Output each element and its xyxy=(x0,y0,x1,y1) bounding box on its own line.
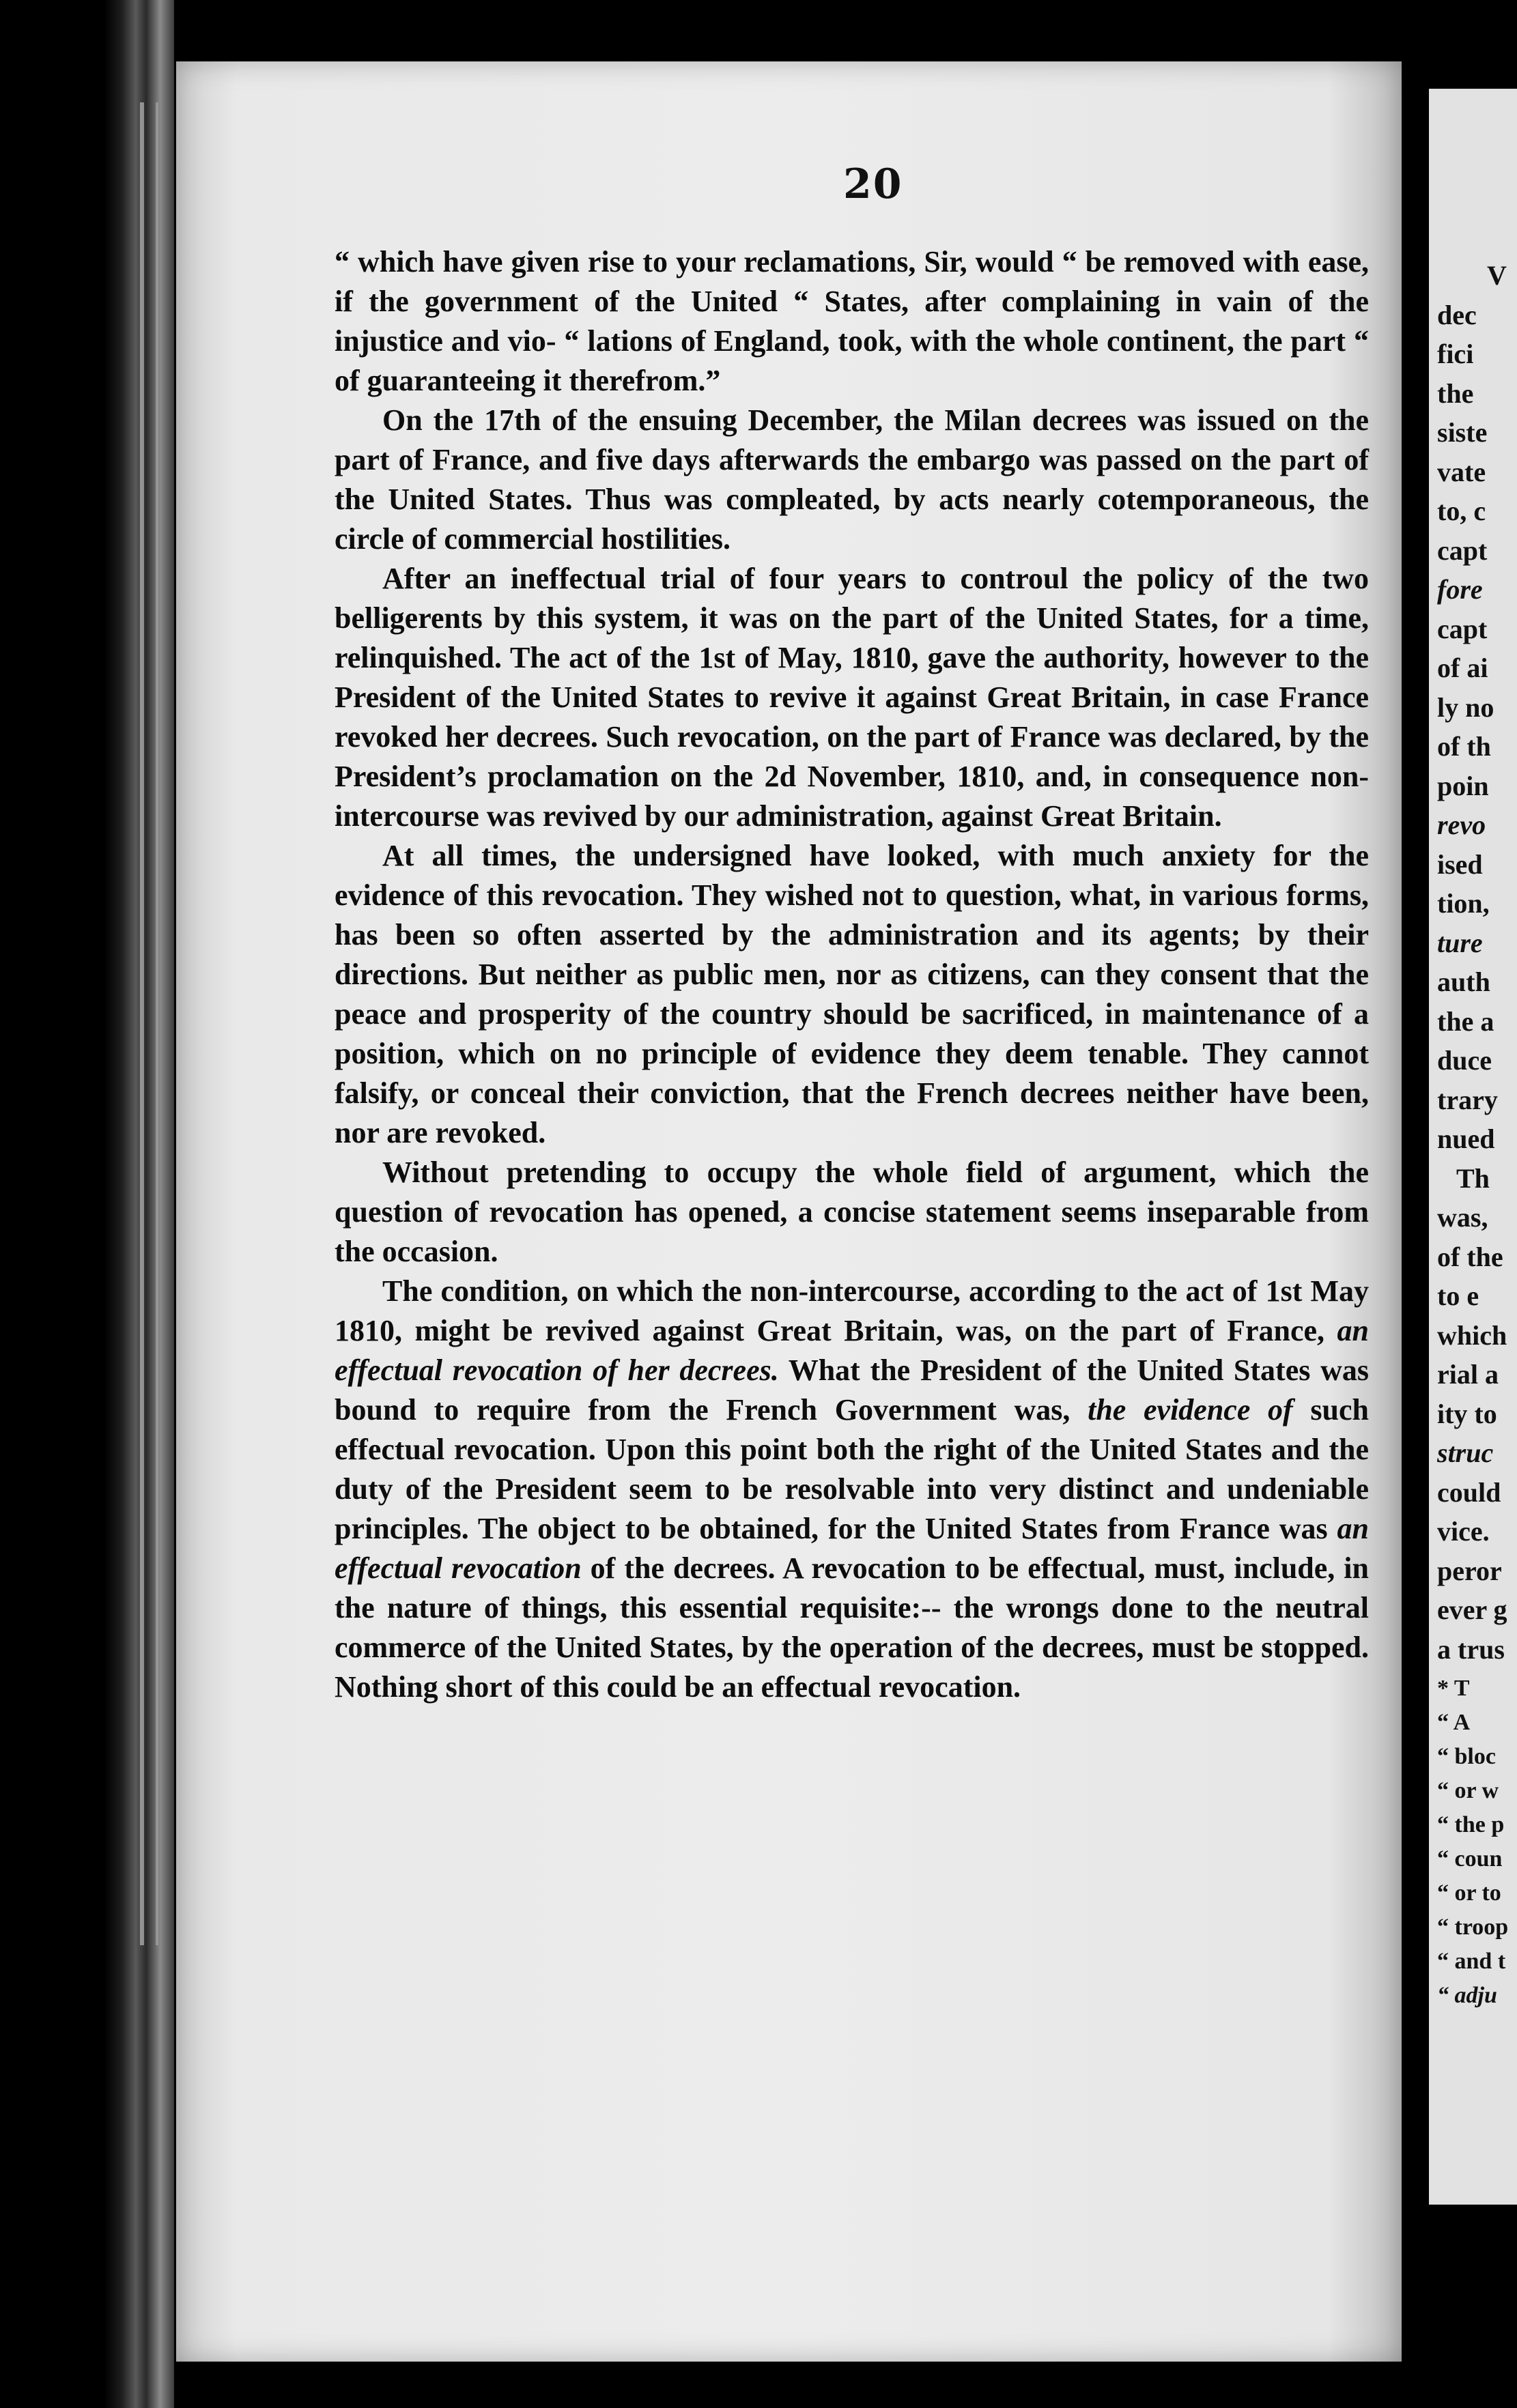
condition-text-3: such effectual revocation. Upon this point both the right of the United States and the duty of the President seem to be resolvable into very distinct and undeniable principles. The object to be obtained, for the United States from France was xyxy=(335,1393,1370,1545)
facing-page-text-fragment: V xyxy=(1487,260,1507,291)
facing-page-text-fragment: of ai xyxy=(1437,653,1488,683)
facing-page-text-fragment: Th xyxy=(1456,1162,1490,1194)
facing-page-text-fragment: vice. xyxy=(1437,1516,1490,1547)
page-number: 20 xyxy=(843,160,903,208)
binding-edge-line xyxy=(156,102,158,1945)
facing-page-text-fragment: “ bloc xyxy=(1437,1744,1496,1769)
facing-page-text-fragment: the xyxy=(1437,377,1474,409)
paragraph-condition xyxy=(335,1272,1369,1707)
facing-page-text-fragment: dec xyxy=(1437,299,1477,330)
facing-page-text-fragment: “ A xyxy=(1437,1710,1471,1735)
facing-page-text-fragment: was, xyxy=(1437,1202,1488,1233)
facing-page-text-fragment: “ coun xyxy=(1437,1846,1503,1872)
facing-page-text-fragment: * T xyxy=(1437,1676,1470,1701)
facing-page-text-fragment: siste xyxy=(1437,417,1488,448)
condition-italic-3: an effectual revocation xyxy=(335,1512,1369,1585)
facing-page-text-fragment: fici xyxy=(1437,339,1474,369)
facing-page-text-fragment: “ and t xyxy=(1437,1949,1506,1974)
facing-page-text-fragment: auth xyxy=(1437,966,1490,997)
paragraph-ineffectual-trial: After an ineffectual trial of four years to controul the policy of the two belligerents by this system, it was on the part of the United States, for a time, relinquished. The act of the 1st of May, 1810, gave the authority, however to the President of the United States to revive it against Great Britain, in case France revoked her decrees. Such revocation, on the part of France was declared, by the President’s proclamation on the 2d November, 1810, and, in consequence non-intercourse was revived by our administration, against Great Britain. xyxy=(335,562,1369,833)
facing-page-text-fragment: “ troop xyxy=(1437,1915,1509,1940)
condition-italic-1: an effectual revocation of her decrees. xyxy=(335,1314,1369,1387)
facing-page-text-fragment: revo xyxy=(1437,809,1486,840)
facing-page-text-fragment: “ adju xyxy=(1437,1983,1497,2008)
facing-page-text-fragment: vate xyxy=(1437,456,1486,487)
facing-page-text-fragment: could xyxy=(1437,1476,1501,1508)
facing-page-text-fragment: poin xyxy=(1437,770,1489,801)
page-gutter xyxy=(1402,0,1429,2408)
paragraph-quote-end: “ which have given rise to your reclamations, Sir, would “ be removed with ease, if the government of the United “ States, after complaining in vain of the injustice and vio- “ lations of England, took, with the whole continent, the part “ of guaranteeing it therefrom.” xyxy=(335,245,1369,397)
binding-edge-line xyxy=(140,102,144,1945)
paragraph-anxiety: At all times, the undersigned have looked, with much anxiety for the evidence of this revocation. They wished not to question, what, in various forms, has been so often asserted by the administration and its agents; by their directions. But neither as public men, nor as citizens, can they consent that the peace and prosperity of the country should be sacrificed, in maintenance of a position, which on no principle of evidence they deem tenable. They cannot falsify, or conceal their conviction, that the French decrees neither have been, nor are revoked. xyxy=(335,839,1369,1149)
facing-page-text-fragment: to, c xyxy=(1437,496,1486,526)
facing-page-text-fragment: “ the p xyxy=(1437,1812,1505,1837)
condition-text-2: What the President of the United States was bound to require from the French Government was, xyxy=(335,1353,1369,1427)
facing-page-text-fragment: tion, xyxy=(1437,888,1490,919)
facing-page-text-fragment: ly no xyxy=(1437,691,1494,723)
facing-page-text-fragment: ity to xyxy=(1437,1398,1497,1429)
facing-page-text-fragment: the a xyxy=(1437,1005,1494,1037)
facing-page-text-fragment: struc xyxy=(1437,1437,1494,1468)
paragraph-milan-decrees: On the 17th of the ensuing December, the Milan decrees was issued on the part of France, and five days afterwards the embargo was passed on the part of the United States. Thus was compleated, by acts nearly cotemporaneous, the circle of commercial hostilities. xyxy=(335,403,1369,556)
condition-italic-2: the evidence of xyxy=(1088,1393,1293,1427)
facing-page-text-fragment: of the xyxy=(1437,1241,1503,1272)
condition-text-1: The condition, on which the non-intercourse, according to the act of 1st May 1810, might be revived against Great Britain, was, on the part of France, xyxy=(335,1274,1369,1347)
paragraph-without-pretending: Without pretending to occupy the whole field of argument, which the question of revocation has opened, a concise statement seems inseparable from the occasion. xyxy=(335,1156,1369,1268)
facing-page-text-fragment: ture xyxy=(1437,927,1483,958)
facing-page-text-fragment: ever g xyxy=(1437,1594,1507,1625)
facing-page-text-fragment: peror xyxy=(1437,1555,1502,1586)
facing-page-text-fragment: “ or to xyxy=(1437,1880,1501,1906)
facing-page-text-fragment: “ or w xyxy=(1437,1778,1499,1803)
facing-page-text-fragment: to e xyxy=(1437,1280,1479,1311)
facing-page-text-fragment: capt xyxy=(1437,534,1488,566)
facing-page-text-fragment: a trus xyxy=(1437,1633,1505,1665)
facing-page-text-fragment: trary xyxy=(1437,1084,1498,1115)
facing-page-text-fragment: of th xyxy=(1437,731,1491,762)
facing-page-text-fragment: duce xyxy=(1437,1045,1492,1076)
condition-text-4: of the decrees. A revocation to be effectual, must, include, in the nature of things, this essential requisite:-- the wrongs done to the neutral commerce of the United States, by the operation of the decrees, must be stopped. Nothing short of this could be an effectual revocation. xyxy=(335,1551,1370,1704)
facing-page-text-fragment: fore xyxy=(1437,574,1483,605)
facing-page-text-fragment: ised xyxy=(1437,848,1483,880)
facing-page-text-fragment: which xyxy=(1437,1319,1507,1351)
facing-page-text-fragment: capt xyxy=(1437,613,1488,644)
body-text xyxy=(335,242,1369,1707)
facing-page-text-fragment: rial a xyxy=(1437,1359,1499,1390)
book-binding xyxy=(0,0,174,2408)
facing-page-text-fragment: nued xyxy=(1437,1123,1495,1154)
facing-page-fragment xyxy=(1429,89,1517,2205)
